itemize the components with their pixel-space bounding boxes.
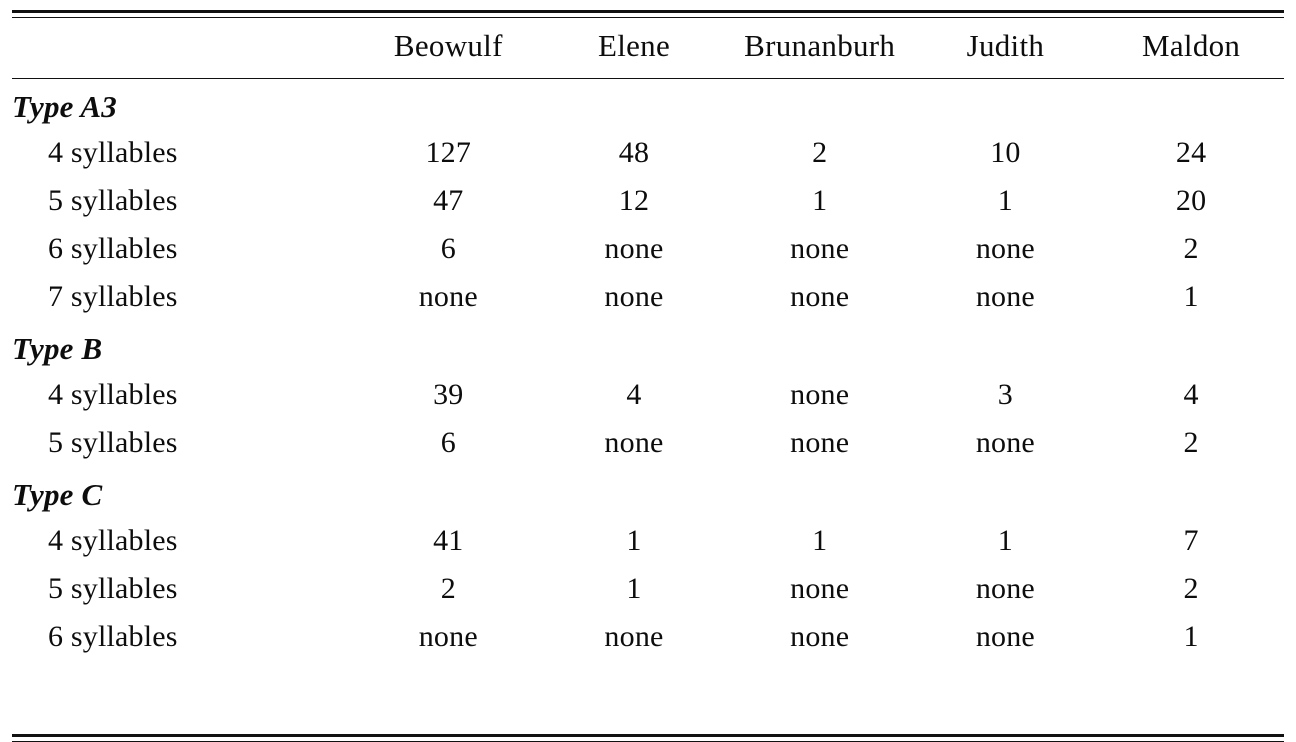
cell-value: none	[790, 378, 850, 411]
top-margin	[12, 0, 1284, 10]
cell-value: 12	[618, 184, 650, 217]
cell-value: 6	[440, 232, 456, 265]
cell-value: none	[790, 572, 850, 605]
row-label: 4 syllables	[48, 378, 178, 411]
row-label: 6 syllables	[48, 620, 178, 653]
table-row	[12, 419, 1284, 467]
bottom-margin	[12, 661, 1284, 734]
cell-value: 1	[812, 184, 828, 217]
header-row	[12, 18, 1284, 78]
cell-value: none	[604, 232, 664, 265]
table-row	[12, 467, 1284, 517]
cell-value: 1	[1183, 620, 1199, 653]
cell-value: 41	[433, 524, 464, 557]
cell-value: none	[790, 280, 850, 313]
row-label: 6 syllables	[48, 232, 178, 265]
column-header-elene: Elene	[597, 28, 671, 63]
cell-value: 20	[1175, 184, 1207, 217]
table-row	[12, 177, 1284, 225]
cell-value: 24	[1175, 136, 1207, 169]
cell-value: 2	[1183, 232, 1199, 265]
table-row	[12, 129, 1284, 177]
table-body	[12, 79, 1284, 661]
cell-value: none	[790, 620, 850, 653]
cell-value: 2	[1183, 426, 1199, 459]
table-row	[12, 613, 1284, 661]
column-header-judith: Judith	[966, 28, 1045, 63]
cell-value: 1	[626, 572, 642, 605]
cell-value: 47	[433, 184, 464, 217]
table-header	[12, 18, 1284, 78]
cell-value: none	[975, 232, 1035, 265]
verse-type-syllable-table	[12, 18, 1284, 78]
cell-value: none	[604, 426, 664, 459]
column-header-maldon: Maldon	[1142, 28, 1241, 63]
group-label-type-c: Type C	[12, 477, 103, 512]
cell-value: 1	[1183, 280, 1199, 313]
cell-value: 2	[1183, 572, 1199, 605]
table-row	[12, 371, 1284, 419]
cell-value: 1	[997, 524, 1013, 557]
table-row	[12, 273, 1284, 321]
cell-value: 1	[997, 184, 1013, 217]
cell-value: 4	[626, 378, 642, 411]
table-bottom-double-rule	[12, 734, 1284, 742]
table-top-double-rule	[12, 10, 1284, 18]
column-header-brunanburh: Brunanburh	[744, 28, 896, 63]
cell-value: 39	[433, 378, 464, 411]
row-label: 5 syllables	[48, 426, 178, 459]
cell-value: 10	[990, 136, 1021, 169]
cell-value: none	[975, 280, 1035, 313]
cell-value: 7	[1183, 524, 1199, 557]
table-row	[12, 79, 1284, 129]
cell-value: 2	[440, 572, 456, 605]
table-row	[12, 517, 1284, 565]
row-label: 5 syllables	[48, 572, 178, 605]
column-header-beowulf: Beowulf	[393, 28, 503, 63]
cell-value: none	[604, 280, 664, 313]
cell-value: none	[790, 426, 850, 459]
group-label-type-b: Type B	[12, 331, 103, 366]
table-row	[12, 565, 1284, 613]
row-label: 4 syllables	[48, 136, 178, 169]
table-row	[12, 321, 1284, 371]
cell-value: none	[604, 620, 664, 653]
cell-value: 127	[425, 136, 472, 169]
row-label: 4 syllables	[48, 524, 178, 557]
cell-value: 2	[812, 136, 828, 169]
cell-value: 1	[812, 524, 828, 557]
row-label: 5 syllables	[48, 184, 178, 217]
cell-value: 4	[1183, 378, 1199, 411]
cell-value: none	[975, 572, 1035, 605]
cell-value: 48	[618, 136, 650, 169]
cell-value: 3	[997, 378, 1013, 411]
cell-value: 6	[440, 426, 456, 459]
group-label-type-a3: Type A3	[12, 89, 117, 124]
table-row	[12, 225, 1284, 273]
cell-value: none	[418, 620, 478, 653]
cell-value: none	[975, 426, 1035, 459]
column-header-blank	[12, 18, 355, 78]
row-label: 7 syllables	[48, 280, 178, 313]
table-body-wrapper	[12, 79, 1284, 661]
cell-value: 1	[626, 524, 642, 557]
cell-value: none	[975, 620, 1035, 653]
cell-value: none	[790, 232, 850, 265]
cell-value: none	[418, 280, 478, 313]
